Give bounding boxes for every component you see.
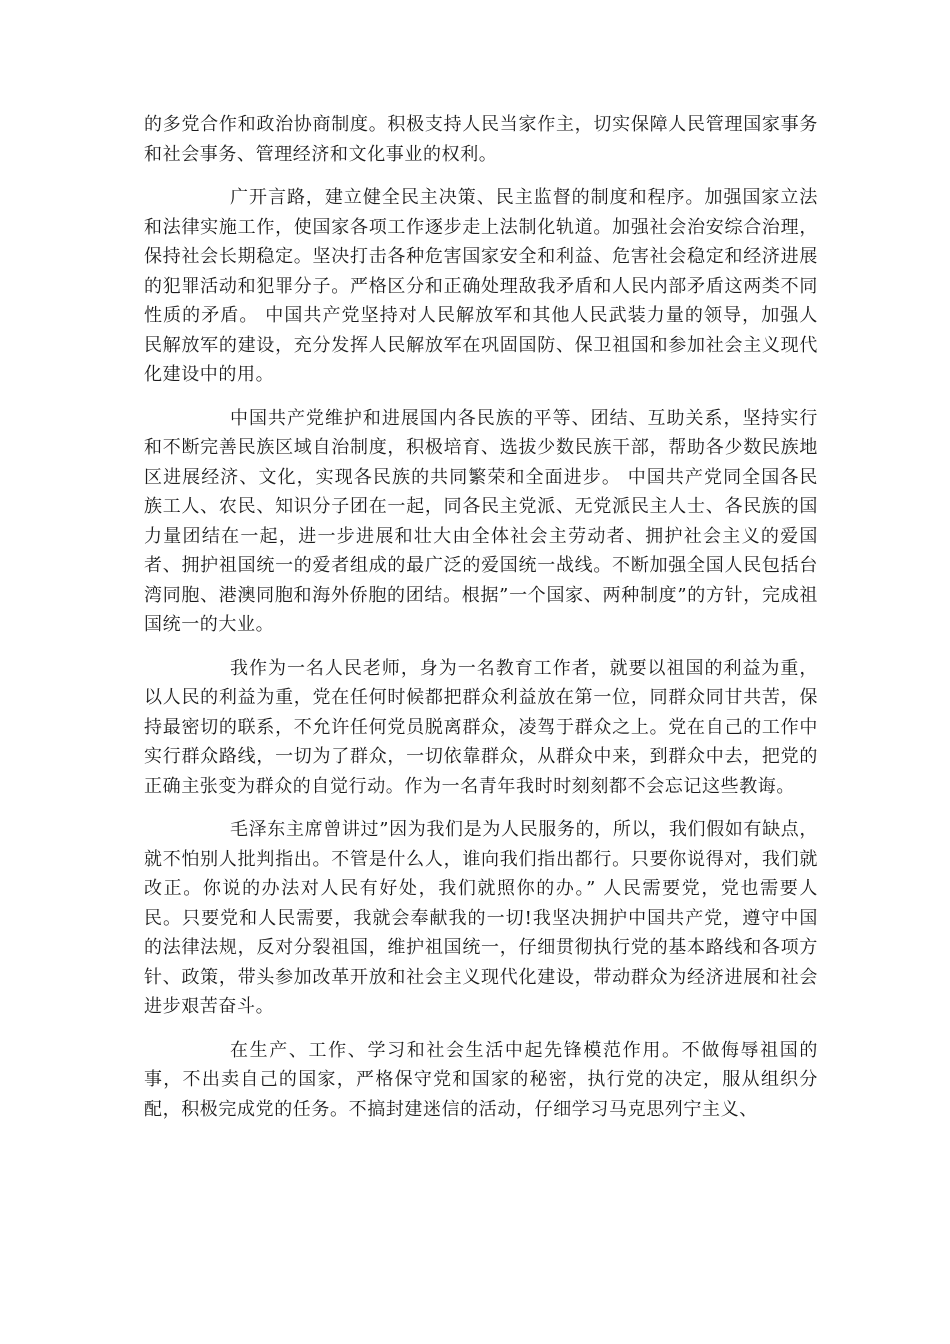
paragraph-2: 广开言路，建立健全民主决策、民主监督的制度和程序。加强国家立法和法律实施工作，使国家各项工作逐步走上法制化轨道。加强社会治安综合治理，保持社会长期稳定。坚决打击各种危害国家安全和利益、危害社会稳定和经济进展的犯罪活动和犯罪分子。严格区分和正确处理敌我矛盾和人民内部矛盾这两类不同性质的矛盾。 中国共产党坚持对人民解放军和其他人民武装力量的领导，加强人民解放军的建设，充分发挥人民解放军在巩固国防、保卫祖国和参加社会主义现代化建设中的用。 [144,187,818,385]
paragraph-6: 在生产、工作、学习和社会生活中起先锋模范作用。不做侮辱祖国的事，不出卖自己的国家，严格保守党和国家的秘密，执行党的决定，服从组织分配，积极完成党的任务。不搞封建迷信的活动，仔细学习马克思列宁主义、 [144,1039,818,1120]
paragraph-3: 中国共产党维护和进展国内各民族的平等、团结、互助关系，坚持实行和不断完善民族区域自治制度，积极培育、选拔少数民族干部，帮助各少数民族地区进展经济、文化，实现各民族的共同繁荣和全面进步。 中国共产党同全国各民族工人、农民、知识分子团在一起，同各民主党派、无党派民主人士、各民族的国力量团结在一起，进一步进展和壮大由全体社会主劳动者、拥护社会主义的爱国者、拥护祖国统一的爱者组成的最广泛的爱国统一战线。不断加强全国人民包括台湾同胞、港澳同胞和海外侨胞的团结。根据”一个国家、两种制度”的方针，完成祖国统一的大业。 [144,407,818,635]
document-page [144,110,818,1138]
paragraph-1: 的多党合作和政治协商制度。积极支持人民当家作主，切实保障人民管理国家事务和社会事务、管理经济和文化事业的权利。 [144,114,818,165]
paragraph-5: 毛泽东主席曾讲过”因为我们是为人民服务的，所以，我们假如有缺点，就不怕别人批判指出。不管是什么人，谁向我们指出都行。只要你说得对，我们就改正。你说的办法对人民有好处，我们就照你的办。” 人民需要党，党也需要人民。只要党和人民需要，我就会奉献我的一切!我坚决拥护中国共产党，遵守中国的法律法规，反对分裂祖国，维护祖国统一，仔细贯彻执行党的基本路线和各项方针、政策，带头参加改革开放和社会主义现代化建设，带动群众为经济进展和社会进步艰苦奋斗。 [144,819,818,1017]
paragraph-4: 我作为一名人民老师，身为一名教育工作者，就要以祖国的利益为重，以人民的利益为重，党在任何时候都把群众利益放在第一位，同群众同甘共苦，保持最密切的联系，不允许任何党员脱离群众，凌驾于群众之上。党在自己的工作中实行群众路线，一切为了群众，一切依靠群众，从群众中来，到群众中去，把党的正确主张变为群众的自觉行动。作为一名青年我时时刻刻都不会忘记这些教诲。 [144,657,818,797]
